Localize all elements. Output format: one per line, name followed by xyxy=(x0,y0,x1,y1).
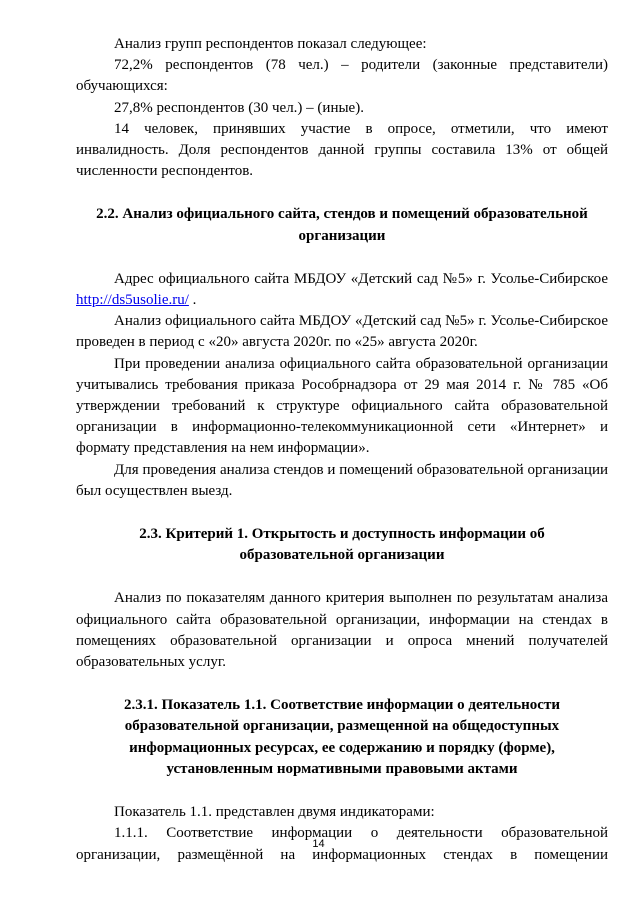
intro-paragraph-1: Анализ групп респондентов показал следующее: xyxy=(114,36,427,52)
section-2-3-paragraph-1: Анализ по показателям данного критерия выполнен по результатам анализа официального сайта образовательной организации, информации на стендах в помещениях образовательной организации и опроса мнений получателей образовательных услуг. xyxy=(76,590,608,671)
section-2-2-heading: 2.2. Анализ официального сайта, стендов и помещений образовательной организации xyxy=(96,206,588,244)
section-2-3-1-paragraph-2: 1.1.1. Соответствие информации о деятельности образовательной организации, размещённой на информационных стендах в помещении xyxy=(76,825,608,863)
page-number: 14 xyxy=(312,838,325,850)
section-2-3-1-paragraph-1: Показатель 1.1. представлен двумя индикаторами: xyxy=(114,804,435,821)
page-content xyxy=(76,34,608,866)
section-2-3-heading: 2.3. Критерий 1. Открытость и доступность информации об образовательной организации xyxy=(139,526,545,564)
site-address-paragraph xyxy=(76,269,608,311)
intro-paragraph-3: 27,8% респондентов (30 чел.) – (иные). xyxy=(114,99,364,116)
intro-paragraph-4: 14 человек, принявших участие в опросе, отметили, что имеют инвалидность. Доля респондентов данной группы составила 13% от общей численности респондентов. xyxy=(76,120,608,180)
site-address-text: Адрес официального сайта МБДОУ «Детский сад №5» г. Усолье-Сибирское xyxy=(114,270,608,287)
section-2-3-1-heading: 2.3.1. Показатель 1.1. Соответствие информации о деятельности образовательной организации, размещенной на общедоступных информационных ресурсах, ее содержанию и порядку (форме), установленным нормативными правовыми актами xyxy=(124,697,560,777)
section-2-2-paragraph-2: Анализ официального сайта МБДОУ «Детский сад №5» г. Усолье-Сибирское проведен в период с «20» августа 2020г. по «25» августа 2020г. xyxy=(76,313,608,351)
site-address-tail: . xyxy=(188,292,197,309)
intro-paragraph-2: 72,2% респондентов (78 чел.) – родители (законные представители) обучающихся: xyxy=(76,57,608,95)
section-2-2-paragraph-4: Для проведения анализа стендов и помещений образовательной организации был осуществлен выезд. xyxy=(76,461,608,499)
site-address-link[interactable]: http://ds5usolie.ru/ xyxy=(76,292,189,309)
section-2-2-paragraph-3: При проведении анализа официального сайта образовательной организации учитывались требования приказа Рособрнадзора от 29 мая 2014 г. № 785 «Об утверждении требований к структуре официального сайта образовательной организации в информационно-телекоммуникационной сети «Интернет» и формату представления на нем информации». xyxy=(76,355,608,457)
